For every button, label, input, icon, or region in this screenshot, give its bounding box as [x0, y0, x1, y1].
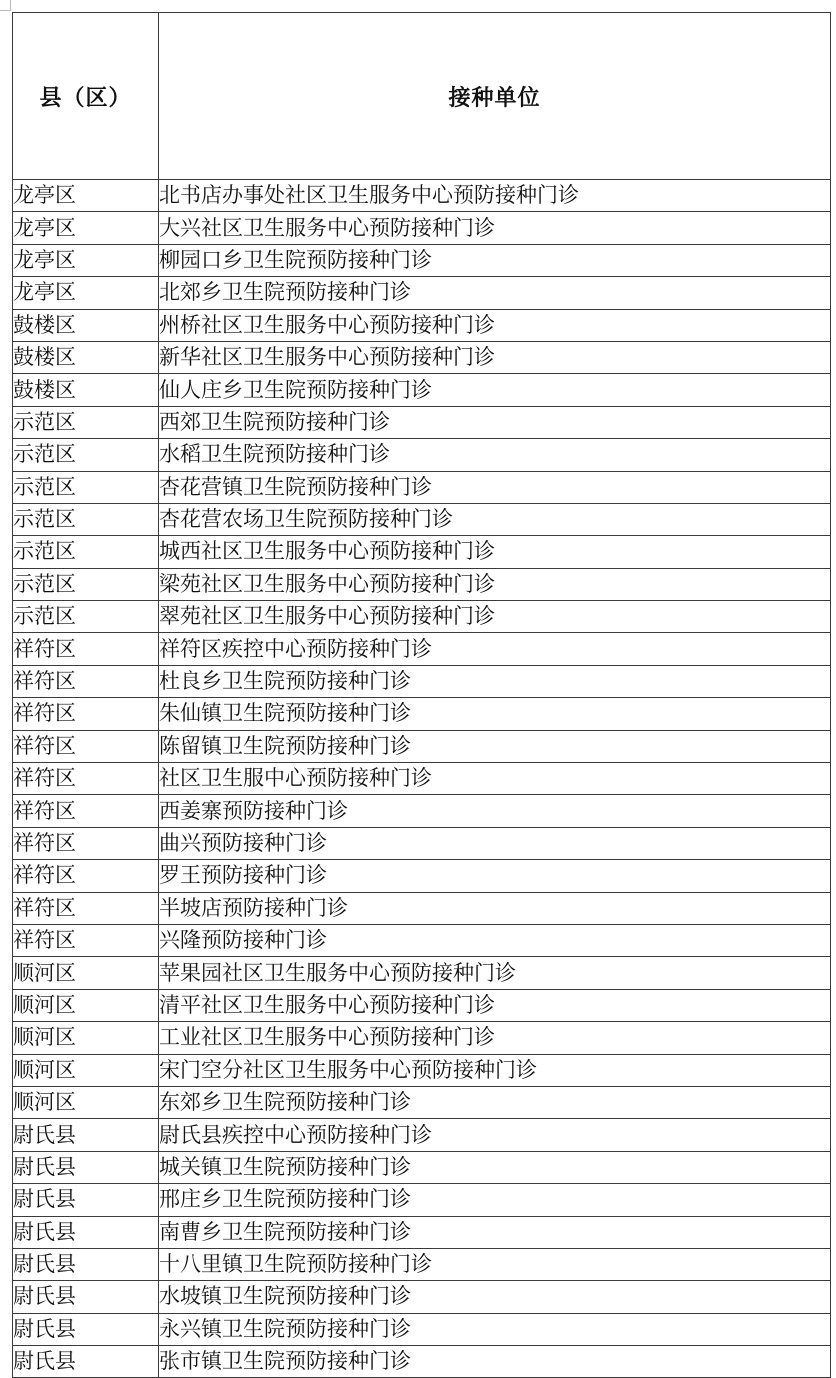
- table-row: [13, 1054, 831, 1086]
- table-row: [13, 665, 831, 697]
- table-row: [13, 244, 831, 276]
- county-cell: 示范区: [13, 568, 159, 600]
- county-cell: 尉氏县: [13, 1151, 159, 1183]
- unit-cell: 西郊卫生院预防接种门诊: [159, 406, 831, 438]
- table-row: [13, 1313, 831, 1345]
- county-cell: 尉氏县: [13, 1184, 159, 1216]
- header-county: 县（区）: [13, 13, 159, 180]
- table-row: [13, 989, 831, 1021]
- unit-cell: 水坡镇卫生院预防接种门诊: [159, 1281, 831, 1313]
- county-cell: 顺河区: [13, 1086, 159, 1118]
- table-row: [13, 957, 831, 989]
- vaccination-sites-table: [12, 12, 831, 1378]
- county-cell: 示范区: [13, 601, 159, 633]
- unit-cell: 清平社区卫生服务中心预防接种门诊: [159, 989, 831, 1021]
- unit-cell: 邢庄乡卫生院预防接种门诊: [159, 1184, 831, 1216]
- county-cell: 顺河区: [13, 989, 159, 1021]
- unit-cell: 祥符区疾控中心预防接种门诊: [159, 633, 831, 665]
- unit-cell: 苹果园社区卫生服务中心预防接种门诊: [159, 957, 831, 989]
- unit-cell: 城关镇卫生院预防接种门诊: [159, 1151, 831, 1183]
- county-cell: 祥符区: [13, 730, 159, 762]
- table-row: [13, 730, 831, 762]
- county-cell: 鼓楼区: [13, 309, 159, 341]
- county-cell: 祥符区: [13, 924, 159, 956]
- unit-cell: 尉氏县疾控中心预防接种门诊: [159, 1119, 831, 1151]
- county-cell: 鼓楼区: [13, 341, 159, 373]
- page-corner-mark: [0, 0, 11, 11]
- table-row: [13, 536, 831, 568]
- table-row: [13, 277, 831, 309]
- county-cell: 鼓楼区: [13, 374, 159, 406]
- table-row: [13, 568, 831, 600]
- table-row: [13, 1086, 831, 1118]
- table-row: [13, 924, 831, 956]
- table-row: [13, 827, 831, 859]
- unit-cell: 州桥社区卫生服务中心预防接种门诊: [159, 309, 831, 341]
- unit-cell: 陈留镇卫生院预防接种门诊: [159, 730, 831, 762]
- table-row: [13, 1151, 831, 1183]
- table-row: [13, 1184, 831, 1216]
- unit-cell: 半坡店预防接种门诊: [159, 892, 831, 924]
- table-row: [13, 892, 831, 924]
- table-header: [13, 13, 831, 180]
- unit-cell: 大兴社区卫生服务中心预防接种门诊: [159, 212, 831, 244]
- county-cell: 示范区: [13, 471, 159, 503]
- county-cell: 祥符区: [13, 795, 159, 827]
- header-row: [13, 13, 831, 180]
- unit-cell: 社区卫生服中心预防接种门诊: [159, 763, 831, 795]
- table-row: [13, 341, 831, 373]
- county-cell: 示范区: [13, 439, 159, 471]
- table-row: [13, 860, 831, 892]
- county-cell: 祥符区: [13, 860, 159, 892]
- unit-cell: 东郊乡卫生院预防接种门诊: [159, 1086, 831, 1118]
- table-row: [13, 1216, 831, 1248]
- unit-cell: 西姜寨预防接种门诊: [159, 795, 831, 827]
- unit-cell: 杏花营镇卫生院预防接种门诊: [159, 471, 831, 503]
- unit-cell: 南曹乡卫生院预防接种门诊: [159, 1216, 831, 1248]
- county-cell: 尉氏县: [13, 1346, 159, 1378]
- unit-cell: 梁苑社区卫生服务中心预防接种门诊: [159, 568, 831, 600]
- table-row: [13, 601, 831, 633]
- table-row: [13, 180, 831, 212]
- unit-cell: 仙人庄乡卫生院预防接种门诊: [159, 374, 831, 406]
- county-cell: 示范区: [13, 503, 159, 535]
- county-cell: 顺河区: [13, 957, 159, 989]
- unit-cell: 朱仙镇卫生院预防接种门诊: [159, 698, 831, 730]
- unit-cell: 罗王预防接种门诊: [159, 860, 831, 892]
- unit-cell: 十八里镇卫生院预防接种门诊: [159, 1248, 831, 1280]
- unit-cell: 永兴镇卫生院预防接种门诊: [159, 1313, 831, 1345]
- unit-cell: 张市镇卫生院预防接种门诊: [159, 1346, 831, 1378]
- table-body: [13, 180, 831, 1378]
- table-row: [13, 1022, 831, 1054]
- county-cell: 尉氏县: [13, 1216, 159, 1248]
- unit-cell: 工业社区卫生服务中心预防接种门诊: [159, 1022, 831, 1054]
- county-cell: 龙亭区: [13, 212, 159, 244]
- table-row: [13, 309, 831, 341]
- county-cell: 顺河区: [13, 1022, 159, 1054]
- table-row: [13, 1119, 831, 1151]
- unit-cell: 翠苑社区卫生服务中心预防接种门诊: [159, 601, 831, 633]
- county-cell: 祥符区: [13, 892, 159, 924]
- county-cell: 龙亭区: [13, 180, 159, 212]
- county-cell: 尉氏县: [13, 1119, 159, 1151]
- unit-cell: 宋门空分社区卫生服务中心预防接种门诊: [159, 1054, 831, 1086]
- table-row: [13, 503, 831, 535]
- county-cell: 龙亭区: [13, 277, 159, 309]
- county-cell: 示范区: [13, 406, 159, 438]
- header-unit: 接种单位: [159, 13, 831, 180]
- unit-cell: 北书店办事处社区卫生服务中心预防接种门诊: [159, 180, 831, 212]
- county-cell: 祥符区: [13, 827, 159, 859]
- unit-cell: 曲兴预防接种门诊: [159, 827, 831, 859]
- county-cell: 祥符区: [13, 698, 159, 730]
- table-row: [13, 374, 831, 406]
- table-row: [13, 212, 831, 244]
- unit-cell: 杏花营农场卫生院预防接种门诊: [159, 503, 831, 535]
- county-cell: 尉氏县: [13, 1281, 159, 1313]
- unit-cell: 新华社区卫生服务中心预防接种门诊: [159, 341, 831, 373]
- unit-cell: 城西社区卫生服务中心预防接种门诊: [159, 536, 831, 568]
- table-row: [13, 1346, 831, 1378]
- table-row: [13, 471, 831, 503]
- table-row: [13, 698, 831, 730]
- unit-cell: 兴隆预防接种门诊: [159, 924, 831, 956]
- county-cell: 祥符区: [13, 665, 159, 697]
- table-row: [13, 795, 831, 827]
- table-row: [13, 633, 831, 665]
- county-cell: 示范区: [13, 536, 159, 568]
- county-cell: 龙亭区: [13, 244, 159, 276]
- unit-cell: 杜良乡卫生院预防接种门诊: [159, 665, 831, 697]
- table-row: [13, 439, 831, 471]
- table-row: [13, 763, 831, 795]
- county-cell: 顺河区: [13, 1054, 159, 1086]
- table-row: [13, 1281, 831, 1313]
- unit-cell: 北郊乡卫生院预防接种门诊: [159, 277, 831, 309]
- county-cell: 祥符区: [13, 763, 159, 795]
- table-row: [13, 406, 831, 438]
- county-cell: 尉氏县: [13, 1313, 159, 1345]
- unit-cell: 水稻卫生院预防接种门诊: [159, 439, 831, 471]
- table-row: [13, 1248, 831, 1280]
- county-cell: 祥符区: [13, 633, 159, 665]
- county-cell: 尉氏县: [13, 1248, 159, 1280]
- unit-cell: 柳园口乡卫生院预防接种门诊: [159, 244, 831, 276]
